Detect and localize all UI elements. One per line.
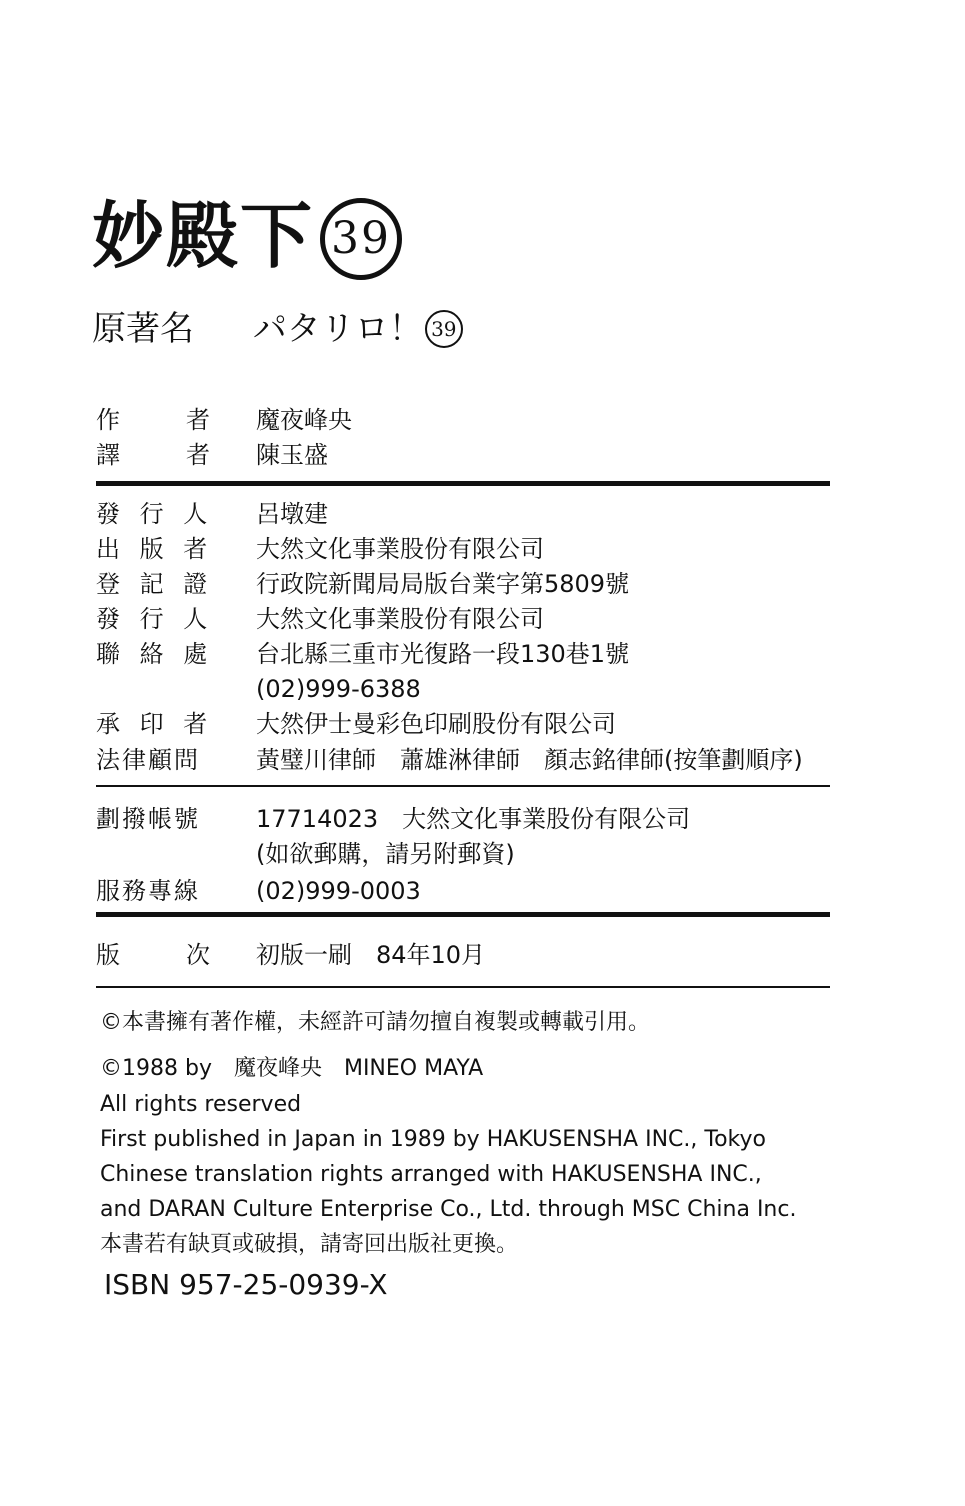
copyright-line: Chinese translation rights arranged with HAKUSENSHA INC., <box>100 1162 762 1187</box>
service-value: (如欲郵購，請另附郵資) <box>256 840 515 868</box>
publisher-value: 大然文化事業股份有限公司 <box>256 535 544 563</box>
section-divider <box>96 986 830 988</box>
service-key: 劃撥帳號 <box>96 805 200 833</box>
section-divider <box>96 785 830 787</box>
service-value: 17714023 大然文化事業股份有限公司 <box>256 805 691 833</box>
publisher-key: 發 行 人 <box>96 500 214 528</box>
credit-key: 作 者 <box>96 406 216 434</box>
copyright-line: ©本書擁有著作權，未經許可請勿擅自複製或轉載引用。 <box>100 1010 651 1035</box>
edition-value: 初版一刷 84年10月 <box>256 941 486 969</box>
service-value: (02)999-0003 <box>256 877 421 905</box>
copyright-line: 本書若有缺頁或破損，請寄回出版社更換。 <box>100 1232 519 1257</box>
credit-value: 魔夜峰央 <box>256 406 352 434</box>
publisher-key: 發 行 人 <box>96 605 214 633</box>
publisher-value: 大然伊士曼彩色印刷股份有限公司 <box>256 710 616 738</box>
book-title <box>92 192 402 280</box>
original-volume-circle: 39 <box>425 310 463 348</box>
original-title-name: パタリロ！ <box>252 309 423 349</box>
publisher-value: 黃璧川律師 蕭雄淋律師 顏志銘律師(按筆劃順序) <box>256 746 803 774</box>
publisher-key: 出 版 者 <box>96 535 214 563</box>
section-divider <box>96 481 830 486</box>
publisher-value: 大然文化事業股份有限公司 <box>256 605 544 633</box>
publisher-key: 登 記 證 <box>96 570 214 598</box>
original-title-label: 原著名 <box>92 309 194 349</box>
copyright-line: and DARAN Culture Enterprise Co., Ltd. through MSC China Inc. <box>100 1197 797 1222</box>
credit-value: 陳玉盛 <box>256 441 328 469</box>
book-title-text: 妙殿下 <box>92 194 315 278</box>
volume-number-circle: 39 <box>320 198 402 280</box>
copyright-line: First published in Japan in 1989 by HAKUSENSHA INC., Tokyo <box>100 1127 766 1152</box>
credit-key: 譯 者 <box>96 441 216 469</box>
publisher-key: 聯 絡 處 <box>96 640 214 668</box>
publisher-value: 行政院新聞局局版台業字第5809號 <box>256 570 630 598</box>
publisher-value: (02)999-6388 <box>256 675 421 703</box>
publisher-key: 法律顧問 <box>96 746 200 774</box>
edition-key: 版 次 <box>96 941 216 969</box>
service-key: 服務專線 <box>96 877 200 905</box>
publisher-key: 承 印 者 <box>96 710 214 738</box>
publisher-value: 台北縣三重市光復路一段130巷1號 <box>256 640 630 668</box>
copyright-line: All rights reserved <box>100 1092 302 1117</box>
original-title <box>92 306 463 352</box>
isbn: ISBN 957-25-0939-X <box>104 1268 388 1301</box>
section-divider <box>96 912 830 917</box>
publisher-value: 呂墩建 <box>256 500 328 528</box>
copyright-line: ©1988 by 魔夜峰央 MINEO MAYA <box>100 1056 484 1081</box>
